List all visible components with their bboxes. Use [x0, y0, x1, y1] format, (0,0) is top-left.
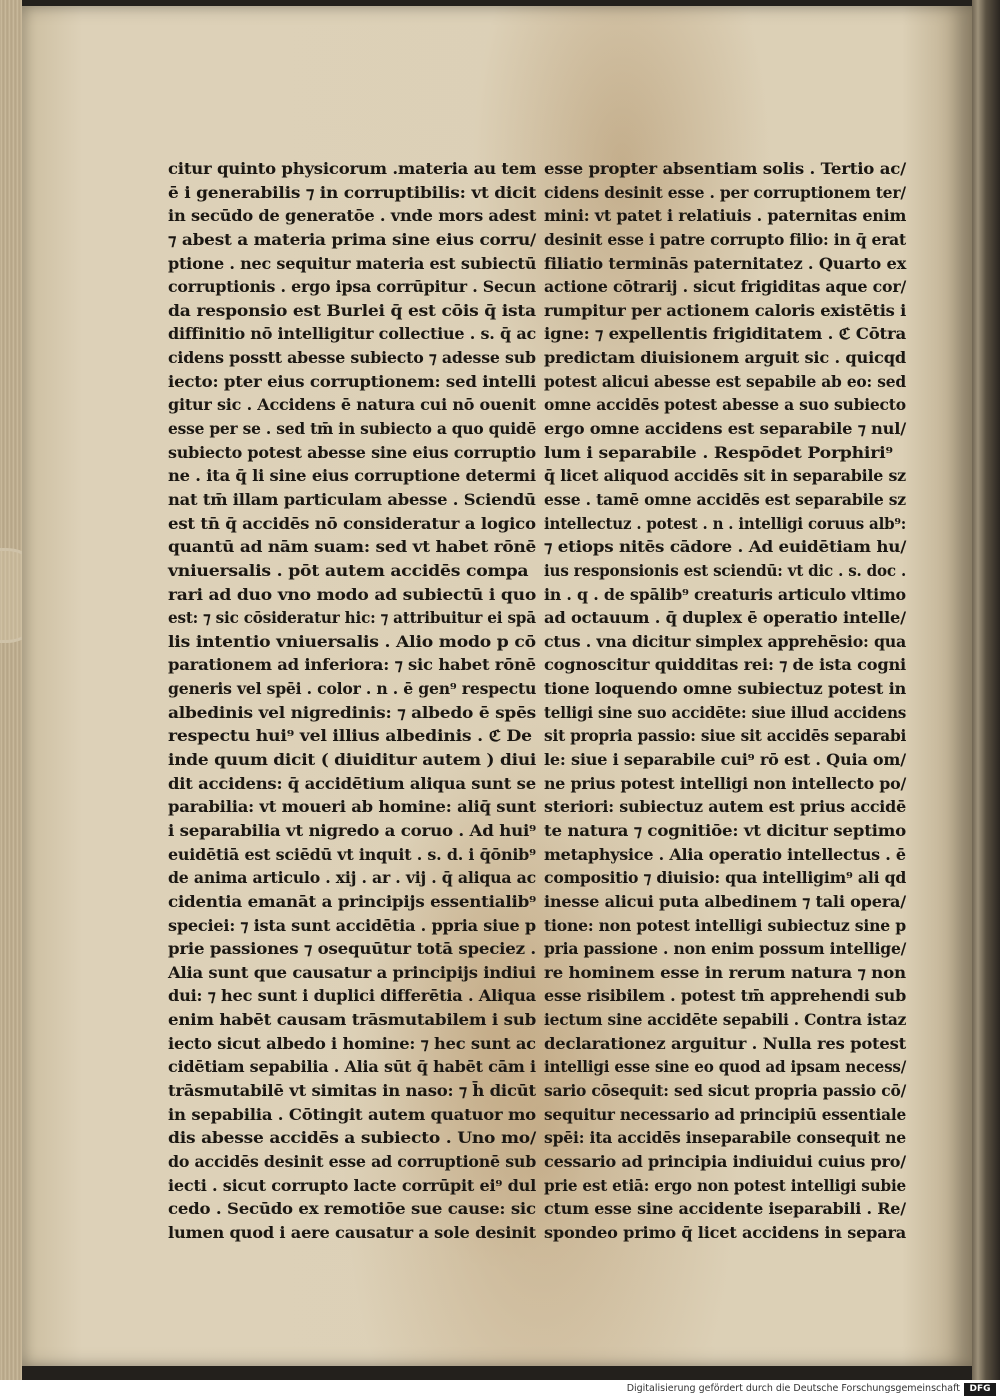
text-line: speciei: ⁊ ista sunt accidētia . ppria siue p	[168, 916, 536, 935]
text-line: generis vel spēi . color . n . ē gen⁹ respectu	[168, 680, 537, 699]
text-line: compositio ⁊ diuisio: qua intelligim⁹ ali qd	[544, 869, 907, 888]
text-line: ergo omne accidens est separabile ⁊ nul/	[544, 420, 907, 439]
text-line: ē i generabilis ⁊ in corruptibilis: vt dicit	[168, 183, 537, 202]
text-line: subiecto potest abesse sine eius corruptio	[168, 443, 536, 462]
text-line: cidens desinit esse . per corruptionem ter/	[544, 183, 906, 202]
text-line: ctus . vna dicitur simplex apprehēsio: qua	[544, 632, 907, 651]
text-line: mini: vt patet i relatiuis . paternitas enim	[544, 207, 907, 226]
text-line: esse propter absentiam solis . Tertio ac/	[544, 160, 906, 178]
text-line: ne . ita q̄ li sine eius corruptione determi	[168, 467, 536, 486]
text-line: ⁊ etiops nitēs cādore . Ad euidētiam hu/	[544, 538, 907, 557]
text-line: cidens posstt abesse subiecto ⁊ adesse sub	[168, 349, 536, 368]
text-line: cognoscitur quidditas rei: ⁊ de ista cogni	[544, 656, 907, 675]
text-line: rari ad duo vno modo ad subiectū i quo	[168, 585, 537, 604]
text-line: actione cōtrarij . sicut frigiditas aque cor/	[544, 278, 907, 297]
text-line: est: ⁊ sic cōsideratur hic: ⁊ attribuitur ei spā	[168, 609, 536, 628]
text-line: sit propria passio: siue sit accidēs separabi	[544, 727, 907, 746]
text-line: rumpitur per actionem caloris existētis i	[544, 301, 907, 320]
text-line: metaphysice . Alia operatio intellectus . ē	[544, 845, 906, 864]
text-line: intellectuz . potest . n . intelligi coruus alb⁹:	[544, 514, 907, 533]
text-line: Alia sunt que causatur a principijs indiui	[168, 963, 536, 982]
text-line: cedo . Secūdo ex remotiōe sue cause: sic	[168, 1200, 536, 1219]
text-line: sario cōsequit: sed sicut propria passio cō/	[544, 1081, 907, 1100]
page-stack-edges	[0, 0, 22, 1400]
text-line: de anima articulo . xij . ar . vij . q̄ aliqua ac	[168, 869, 536, 888]
text-line: dui: ⁊ hec sunt i duplici differētia . Aliqua	[168, 987, 536, 1006]
text-line: albedinis vel nigredinis: ⁊ albedo ē spēs	[168, 703, 537, 722]
text-line: re hominem esse in rerum natura ⁊ non	[544, 963, 906, 982]
text-line: iectum sine accidēte sepabili . Contra istaz	[544, 1011, 907, 1030]
dfg-logo: DFG	[964, 1383, 996, 1396]
text-line: da responsio est Burlei q̄ est cōis q̄ ista	[168, 301, 536, 320]
text-line: iecto sicut albedo i homine: ⁊ hec sunt ac	[168, 1034, 536, 1053]
text-line: steriori: subiectuz autem est prius accidē	[544, 798, 906, 817]
text-line: declarationez arguitur . Nulla res potest	[544, 1034, 906, 1053]
text-line: in secūdo de generatōe . vnde mors adest	[168, 207, 537, 226]
text-line: telligi sine suo accidēte: siue illud accidens	[544, 703, 907, 722]
text-line: gitur sic . Accidens ē natura cui nō ouenit	[168, 396, 536, 415]
text-line: intelligi esse sine eo quod ad ipsam necess/	[544, 1058, 907, 1077]
text-line: nat tm̄ illam particulam abesse . Sciendū	[168, 490, 536, 509]
text-line: esse per se . sed tm̄ in subiecto a quo quidē	[168, 420, 537, 439]
text-line: cidentia emanāt a principijs essentialib⁹	[168, 892, 537, 911]
text-line: le: siue i separabile cui⁹ rō est . Quia om/	[544, 751, 906, 770]
text-line: euidētiā est sciēdū vt inquit . s. d. i q̄ōnib⁹	[168, 845, 536, 864]
text-line: ptione . nec sequitur materia est subiectū	[168, 254, 537, 273]
text-line: ius responsionis est sciendū: vt dic . s. doc .	[544, 561, 907, 580]
text-line: omne accidēs potest abesse a suo subiecto	[544, 396, 906, 415]
text-line: cidētiam sepabilia . Alia sūt q̄ habēt cām i	[168, 1058, 536, 1077]
text-line: spondeo primo q̄ licet accidens in separa	[544, 1223, 907, 1242]
text-line: igne: ⁊ expellentis frigiditatem . ℭ Cōtra	[544, 325, 907, 344]
text-line: spēi: ita accidēs inseparabile consequit ne	[544, 1129, 907, 1148]
footer-bar	[0, 1380, 1000, 1400]
text-line: citur quinto physicorum .materia au tem	[168, 160, 537, 178]
text-line: tione loquendo omne subiectuz potest in	[544, 680, 907, 699]
text-line: iecto: pter eius corruptionem: sed intelli	[168, 372, 537, 391]
text-line: dit accidens: q̄ accidētium aliqua sunt se	[168, 774, 536, 793]
text-line: ⁊ abest a materia prima sine eius corru/	[168, 230, 537, 249]
text-line: i separabilia vt nigredo a coruo . Ad hui⁹	[168, 821, 537, 840]
text-line: trāsmutabilē vt simitas in naso: ⁊ h̄ dicūt	[168, 1081, 536, 1100]
text-line: do accidēs desinit esse ad corruptionē sub	[168, 1152, 537, 1171]
text-line: est tn̄ q̄ accidēs nō consideratur a logico	[168, 514, 536, 533]
text-line: in . q . de spālib⁹ creaturis articulo vltimo	[544, 585, 906, 604]
text-line: pria passione . non enim possum intellige/	[544, 940, 907, 959]
text-line: lumen quod i aere causatur a sole desinit	[168, 1223, 536, 1242]
text-line: sequitur necessario ad principiū essentiale	[544, 1105, 907, 1124]
text-line: q̄ licet aliquod accidēs sit in separabile sz	[544, 467, 906, 486]
text-line: ad octauum . q̄ duplex ē operatio intelle/	[544, 609, 906, 628]
text-line: parabilia: vt moueri ab homine: aliq̄ sunt	[168, 798, 536, 817]
left-text-column	[168, 158, 536, 1245]
funding-credit: Digitalisierung gefördert durch die Deutsche Forschungsgemeinschaft	[626, 1383, 960, 1394]
text-line: esse risibilem . potest tm̄ apprehendi sub	[544, 987, 907, 1006]
text-line: lum i separabile . Respōdet Porphiri⁹	[544, 443, 893, 462]
text-line: te natura ⁊ cognitiōe: vt dicitur septimo	[544, 821, 907, 840]
text-line: in sepabilia . Cōtingit autem quatuor mo	[168, 1105, 536, 1124]
text-line: filiatio terminās paternitatez . Quarto ex	[544, 254, 907, 273]
text-line: cessario ad principia indiuidui cuius pro/	[544, 1152, 906, 1171]
text-line: parationem ad inferiora: ⁊ sic habet rōnē	[168, 656, 536, 675]
binding-gutter	[972, 0, 1000, 1400]
text-line: vniuersalis . pōt autem accidēs compa	[168, 561, 529, 580]
text-line: prie est etiā: ergo non potest intelligi subie	[544, 1176, 907, 1195]
text-line: inde quum dicit ( diuiditur autem ) diui	[168, 751, 537, 770]
text-line: predictam diuisionem arguit sic . quicqd	[544, 349, 906, 368]
text-line: quantū ad nām suam: sed vt habet rōnē	[168, 538, 537, 557]
text-line: diffinitio nō intelligitur collectiue . s. q̄ ac	[168, 325, 537, 344]
text-line: esse . tamē omne accidēs est separabile sz	[544, 490, 906, 509]
text-line: potest alicui abesse est sepabile ab eo: sed	[544, 372, 906, 391]
text-line: ne prius potest intelligi non intellecto po/	[544, 774, 907, 793]
text-line: prie passiones ⁊ osequūtur totā speciez .	[168, 940, 536, 959]
text-line: corruptionis . ergo ipsa corrūpitur . Secun	[168, 278, 536, 297]
text-line: dis abesse accidēs a subiecto . Uno mo/	[168, 1129, 536, 1148]
text-line: lis intentio vniuersalis . Alio modo p cō	[168, 632, 536, 651]
text-line: tione: non potest intelligi subiectuz sine p	[544, 916, 906, 935]
text-line: respectu hui⁹ vel illius albedinis . ℭ De	[168, 727, 532, 746]
text-line: enim habēt causam trāsmutabilem i sub	[168, 1011, 537, 1030]
text-line: iecti . sicut corrupto lacte corrūpit ei⁹ dul	[168, 1176, 537, 1195]
right-text-column	[544, 158, 906, 1245]
text-line: inesse alicui puta albedinem ⁊ tali opera/	[544, 892, 906, 911]
text-line: desinit esse i patre corrupto filio: in q̄ erat	[544, 230, 906, 249]
text-line: ctum esse sine accidente iseparabili . Re/	[544, 1200, 906, 1219]
